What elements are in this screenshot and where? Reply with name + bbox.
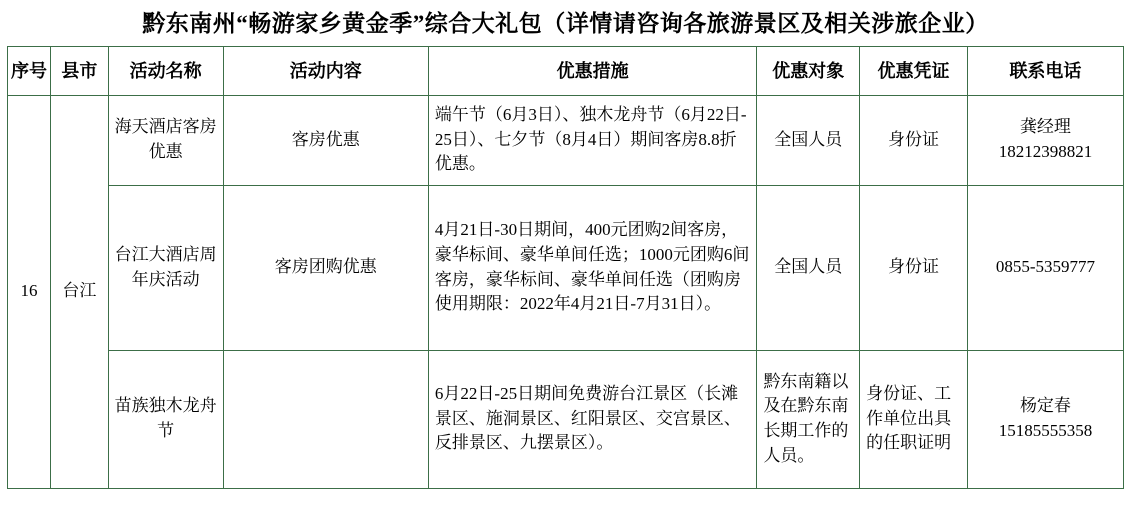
column-header-city: 县市	[51, 46, 108, 95]
cell-phone	[967, 185, 1123, 350]
cell-measure: 端午节（6月3日）、独木龙舟节（6月22日-25日）、七夕节（8月4日）期间客房8.8折优惠。	[428, 95, 757, 185]
column-header-target: 优惠对象	[757, 46, 860, 95]
column-header-phone: 联系电话	[967, 46, 1123, 95]
cell-phone	[967, 350, 1123, 488]
column-header-activity-name: 活动名称	[108, 46, 223, 95]
cell-activity-name: 台江大酒店周年庆活动	[108, 185, 223, 350]
cell-phone-number: 15185555358	[998, 421, 1093, 441]
table-body	[8, 95, 1124, 488]
cell-activity-content: 客房优惠	[223, 95, 428, 185]
cell-target: 全国人员	[757, 95, 860, 185]
cell-phone	[967, 95, 1123, 185]
column-header-voucher: 优惠凭证	[860, 46, 968, 95]
cell-voucher: 身份证	[860, 185, 968, 350]
cell-measure: 4月21日-30日期间，400元团购2间客房，豪华标间、豪华单间任选；1000元团购6间客房，豪华标间、豪华单间任选（团购房使用期限：2022年4月21日-7月31日）。	[428, 185, 757, 350]
cell-activity-content	[223, 350, 428, 488]
cell-target: 黔东南籍以及在黔东南长期工作的人员。	[757, 350, 860, 488]
table-header	[8, 46, 1124, 95]
cell-phone-number: 0855-5359777	[995, 257, 1096, 277]
table-row	[8, 95, 1124, 185]
column-header-measure: 优惠措施	[428, 46, 757, 95]
cell-voucher: 身份证	[860, 95, 968, 185]
column-header-activity-content: 活动内容	[223, 46, 428, 95]
table-row	[8, 185, 1124, 350]
cell-activity-name: 苗族独木龙舟节	[108, 350, 223, 488]
cell-activity-name: 海天酒店客房优惠	[108, 95, 223, 185]
cell-activity-content: 客房团购优惠	[223, 185, 428, 350]
cell-phone-contact: 杨定春	[1019, 396, 1071, 416]
cell-voucher: 身份证、工作单位出具的任职证明	[860, 350, 968, 488]
cell-city: 台江	[51, 95, 108, 488]
page-title: 黔东南州“畅游家乡黄金季”综合大礼包（详情请咨询各旅游景区及相关涉旅企业）	[142, 11, 989, 36]
column-header-seq: 序号	[8, 46, 51, 95]
cell-seq: 16	[8, 95, 51, 488]
cell-target: 全国人员	[757, 185, 860, 350]
benefits-table	[7, 46, 1124, 489]
table-header-row	[8, 46, 1124, 95]
cell-measure: 6月22日-25日期间免费游台江景区（长滩景区、施洞景区、红阳景区、交宫景区、反排景区、九摆景区）。	[428, 350, 757, 488]
cell-phone-contact: 龚经理	[1019, 117, 1071, 137]
cell-phone-number: 18212398821	[998, 142, 1093, 162]
table-row	[8, 350, 1124, 488]
